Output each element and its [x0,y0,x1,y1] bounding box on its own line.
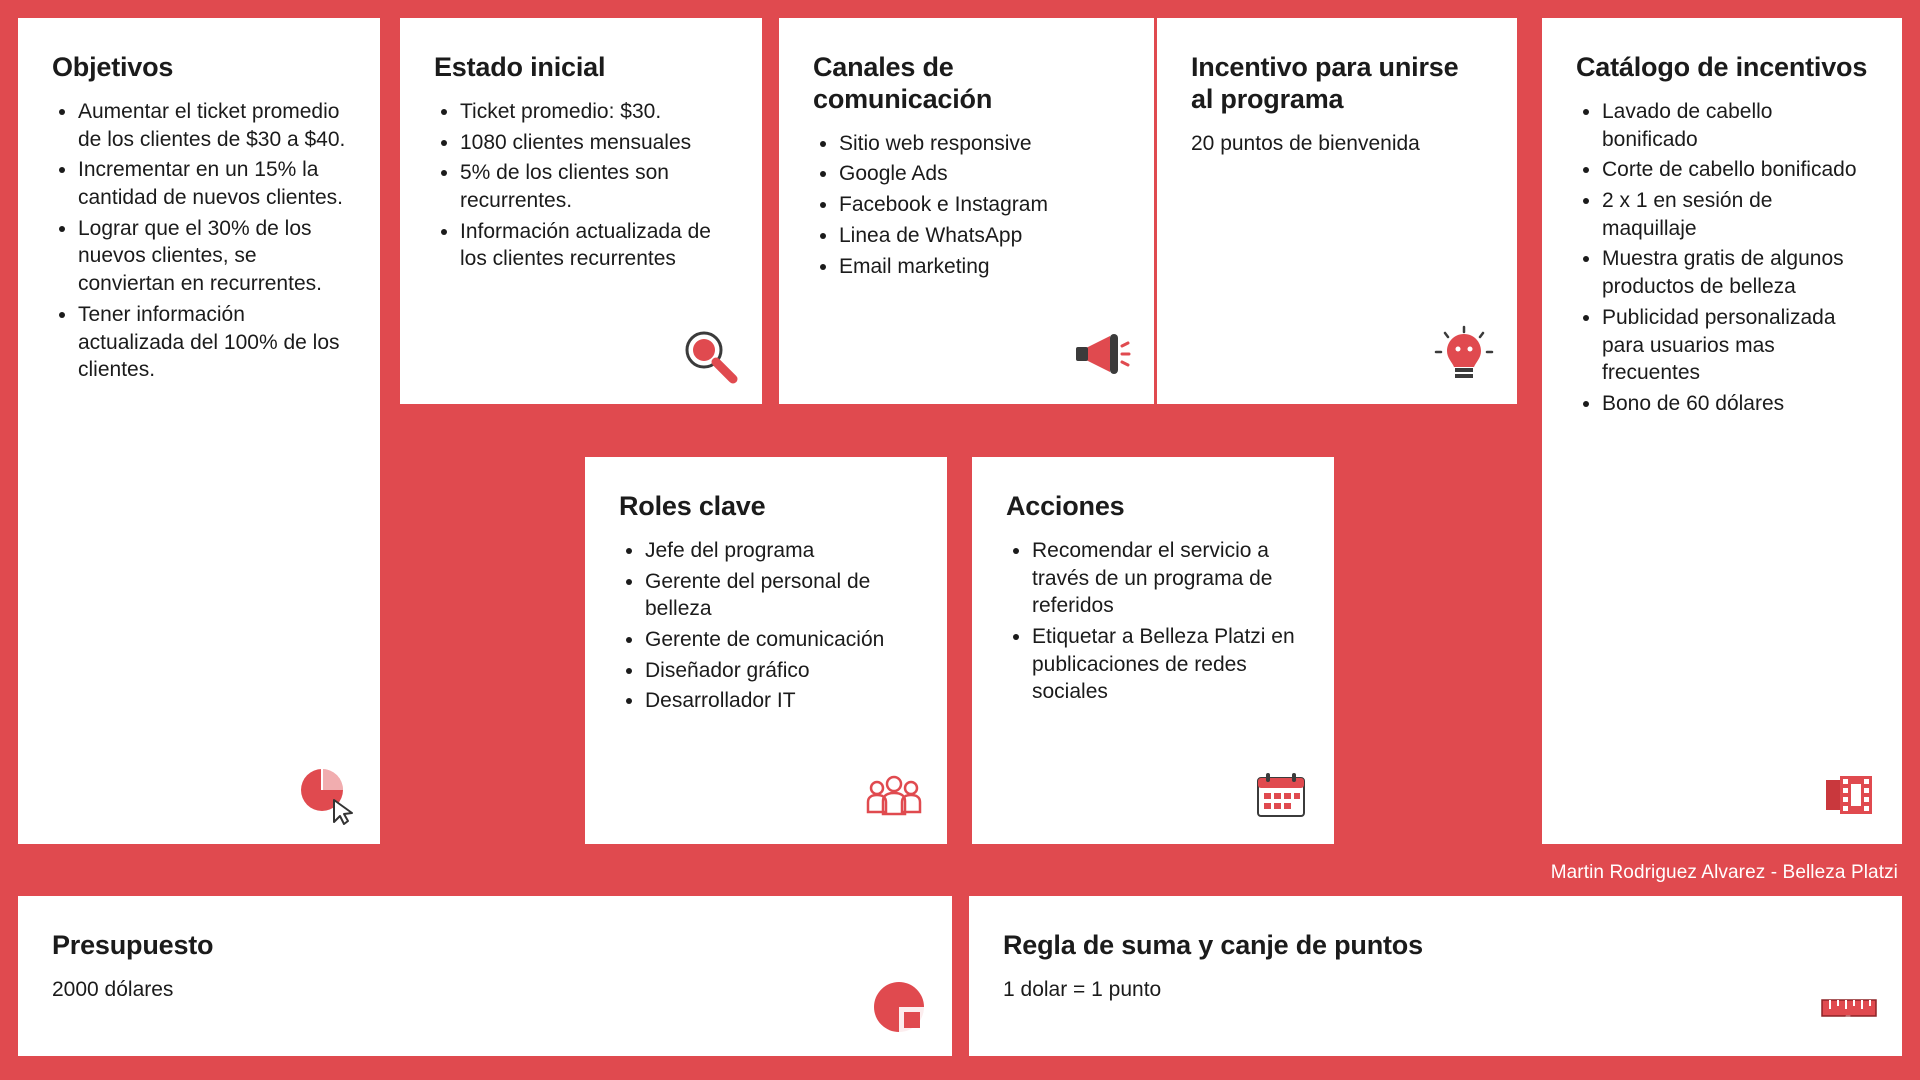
card-incentivo-programa[interactable] [1157,18,1517,404]
platzi-wordmark: Platzi [1764,1003,1894,1061]
card-roles-clave[interactable] [585,457,947,844]
calendar-icon [1250,764,1312,826]
card-text: 20 puntos de bienvenida [1191,131,1420,155]
list-item: • Desarrollador IT [645,687,913,715]
magnifying-glass-icon [678,324,740,386]
card-list [1576,98,1868,418]
list-item: • 2 x 1 en sesión de maquillaje [1602,187,1868,242]
list-item: • Lograr que el 30% de los nuevos clientes, se conviertan en recurrentes. [78,215,346,298]
card-catalogo-incentivos[interactable] [1542,18,1902,844]
list-item: • Incrementar en un 15% la cantidad de nuevos clientes. [78,156,346,211]
list-item: • Diseñador gráfico [645,657,913,685]
card-list [434,98,728,273]
card-list [1006,537,1300,706]
list-item: • Facebook e Instagram [839,191,1120,219]
list-item: • 5% de los clientes son recurrentes. [460,159,728,214]
list-item: • Gerente de comunicación [645,626,913,654]
list-item: • Tener información actualizada del 100% de los clientes. [78,301,346,384]
card-title: Incentivo para unirse al programa [1191,52,1459,114]
list-item: • 1080 clientes mensuales [460,129,728,157]
author-credit: Martin Rodriguez Alvarez - Belleza Platzi [1550,862,1898,883]
card-estado-inicial[interactable] [400,18,762,404]
list-item: • Ticket promedio: $30. [460,98,728,126]
platzi-watermark [1696,1002,1894,1062]
list-item: • Publicidad personalizada para usuarios mas frecuentes [1602,304,1868,387]
card-title: Catálogo de incentivos [1576,52,1868,82]
card-title: Estado inicial [434,52,606,82]
card-title: Regla de suma y canje de puntos [1003,930,1423,960]
list-item: • Gerente del personal de belleza [645,568,913,623]
list-item: • Recomendar el servicio a través de un programa de referidos [1032,537,1300,620]
card-canales-comunicacion[interactable] [779,18,1154,404]
list-item: • Sitio web responsive [839,130,1120,158]
card-text: 1 dolar = 1 punto [1003,977,1162,1001]
card-list [52,98,346,384]
card-objetivos[interactable] [18,18,380,844]
lightbulb-icon [1433,324,1495,386]
list-item: • Google Ads [839,160,1120,188]
platzi-logo-icon [1696,1003,1754,1061]
card-list [619,537,913,715]
list-item: • Linea de WhatsApp [839,222,1120,250]
list-item: • Jefe del programa [645,537,913,565]
list-item: • Lavado de cabello bonificado [1602,98,1868,153]
people-group-icon [863,764,925,826]
card-title: Objetivos [52,52,174,82]
card-list [813,130,1120,281]
pie-chart-cursor-icon [296,764,358,826]
megaphone-icon [1070,324,1132,386]
film-strip-icon [1818,764,1880,826]
card-title: Presupuesto [52,930,214,960]
list-item: • Aumentar el ticket promedio de los clientes de $30 a $40. [78,98,346,153]
list-item: • Email marketing [839,253,1120,281]
list-item: • Corte de cabello bonificado [1602,156,1868,184]
pie-chart-icon [868,976,930,1038]
card-text: 2000 dólares [52,977,174,1001]
card-title: Roles clave [619,491,766,521]
card-title: Canales de comunicación [813,52,993,114]
card-presupuesto[interactable] [18,896,952,1056]
list-item: • Bono de 60 dólares [1602,390,1868,418]
card-title: Acciones [1006,491,1125,521]
list-item: • Muestra gratis de algunos productos de belleza [1602,245,1868,300]
card-acciones[interactable] [972,457,1334,844]
list-item: • Etiquetar a Belleza Platzi en publicaciones de redes sociales [1032,623,1300,706]
list-item: • Información actualizada de los clientes recurrentes [460,218,728,273]
